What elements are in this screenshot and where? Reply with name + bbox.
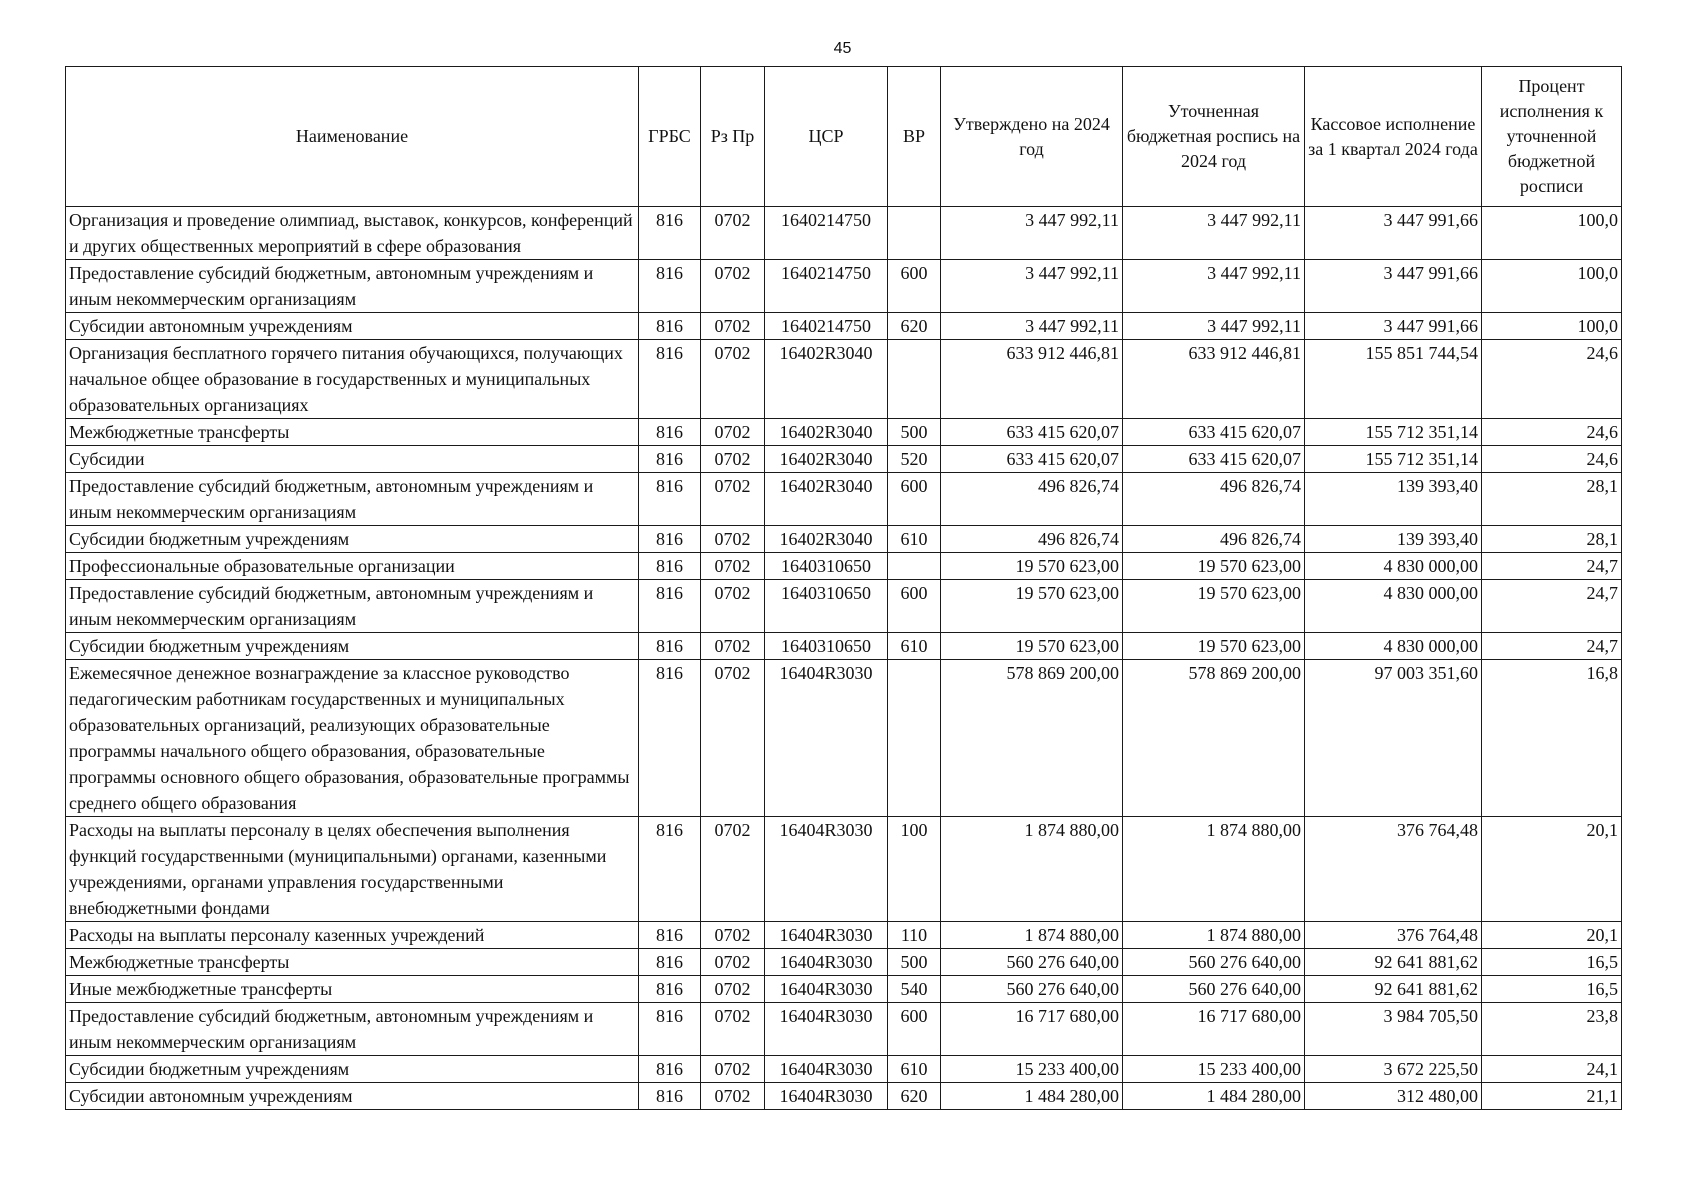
cell-rzpr: 0702 [701,340,765,419]
cell-grbs: 816 [639,1003,701,1056]
table-row [66,633,1622,660]
cell-rzpr: 0702 [701,419,765,446]
cell-approved: 3 447 992,11 [941,260,1123,313]
cell-cash: 139 393,40 [1305,526,1482,553]
cell-grbs: 816 [639,313,701,340]
cell-name: Субсидии бюджетным учреждениям [66,1056,639,1083]
cell-name: Организация и проведение олимпиад, выставок, конкурсов, конференций и других общественных мероприятий в сфере образования [66,207,639,260]
header-percent: Процент исполнения к уточненной бюджетной росписи [1482,67,1622,207]
cell-refined: 633 415 620,07 [1123,446,1305,473]
page-number: 45 [833,40,852,57]
cell-grbs: 816 [639,633,701,660]
cell-vr: 600 [888,1003,941,1056]
header-grbs: ГРБС [639,67,701,207]
table-row [66,1056,1622,1083]
cell-percent: 21,1 [1482,1083,1622,1110]
cell-approved: 633 415 620,07 [941,419,1123,446]
cell-refined: 496 826,74 [1123,526,1305,553]
cell-rzpr: 0702 [701,260,765,313]
cell-rzpr: 0702 [701,473,765,526]
cell-approved: 633 912 446,81 [941,340,1123,419]
cell-percent: 100,0 [1482,313,1622,340]
cell-rzpr: 0702 [701,580,765,633]
cell-approved: 496 826,74 [941,526,1123,553]
cell-cash: 3 984 705,50 [1305,1003,1482,1056]
cell-approved: 19 570 623,00 [941,633,1123,660]
cell-vr: 600 [888,473,941,526]
table-row [66,660,1622,817]
cell-cash: 139 393,40 [1305,473,1482,526]
cell-csr: 16402R3040 [765,446,888,473]
cell-cash: 376 764,48 [1305,922,1482,949]
cell-refined: 19 570 623,00 [1123,553,1305,580]
header-refined: Уточненная бюджетная роспись на 2024 год [1123,67,1305,207]
cell-rzpr: 0702 [701,553,765,580]
cell-percent: 24,7 [1482,553,1622,580]
cell-cash: 155 712 351,14 [1305,419,1482,446]
cell-name: Ежемесячное денежное вознаграждение за классное руководство педагогическим работникам государственных и муниципальных образовательных организаций, реализующих образовательные программы начального общего образования, образовательные программы основного общего образования, образовательные программы среднего общего образования [66,660,639,817]
cell-refined: 3 447 992,11 [1123,260,1305,313]
cell-cash: 3 672 225,50 [1305,1056,1482,1083]
cell-csr: 1640214750 [765,207,888,260]
cell-vr: 100 [888,817,941,922]
cell-approved: 1 874 880,00 [941,817,1123,922]
cell-name: Предоставление субсидий бюджетным, автономным учреждениям и иным некоммерческим организациям [66,473,639,526]
table-row [66,526,1622,553]
cell-vr: 610 [888,526,941,553]
cell-approved: 633 415 620,07 [941,446,1123,473]
header-cash: Кассовое исполнение за 1 квартал 2024 года [1305,67,1482,207]
cell-csr: 1640214750 [765,260,888,313]
cell-grbs: 816 [639,1056,701,1083]
header-csr: ЦСР [765,67,888,207]
cell-name: Предоставление субсидий бюджетным, автономным учреждениям и иным некоммерческим организациям [66,1003,639,1056]
header-name: Наименование [66,67,639,207]
table-row [66,313,1622,340]
header-row [66,67,1622,207]
cell-csr: 16404R3030 [765,817,888,922]
cell-cash: 155 851 744,54 [1305,340,1482,419]
cell-percent: 20,1 [1482,922,1622,949]
cell-refined: 1 874 880,00 [1123,922,1305,949]
cell-cash: 3 447 991,66 [1305,313,1482,340]
cell-name: Субсидии бюджетным учреждениям [66,526,639,553]
cell-refined: 578 869 200,00 [1123,660,1305,817]
cell-percent: 24,7 [1482,580,1622,633]
table-row [66,922,1622,949]
cell-percent: 23,8 [1482,1003,1622,1056]
table-row [66,207,1622,260]
cell-rzpr: 0702 [701,446,765,473]
header-rzpr: Рз Пр [701,67,765,207]
cell-csr: 1640310650 [765,633,888,660]
cell-percent: 100,0 [1482,260,1622,313]
cell-refined: 1 874 880,00 [1123,817,1305,922]
cell-csr: 16404R3030 [765,922,888,949]
cell-grbs: 816 [639,526,701,553]
cell-percent: 28,1 [1482,526,1622,553]
cell-csr: 16404R3030 [765,1003,888,1056]
cell-approved: 496 826,74 [941,473,1123,526]
cell-refined: 496 826,74 [1123,473,1305,526]
cell-approved: 16 717 680,00 [941,1003,1123,1056]
cell-percent: 24,7 [1482,633,1622,660]
cell-vr [888,660,941,817]
cell-vr: 620 [888,313,941,340]
cell-grbs: 816 [639,922,701,949]
cell-grbs: 816 [639,446,701,473]
cell-percent: 24,1 [1482,1056,1622,1083]
cell-refined: 560 276 640,00 [1123,949,1305,976]
table-row [66,446,1622,473]
cell-csr: 1640310650 [765,553,888,580]
cell-rzpr: 0702 [701,660,765,817]
cell-vr: 600 [888,260,941,313]
cell-approved: 1 874 880,00 [941,922,1123,949]
cell-rzpr: 0702 [701,949,765,976]
cell-cash: 4 830 000,00 [1305,580,1482,633]
cell-grbs: 816 [639,949,701,976]
cell-refined: 19 570 623,00 [1123,580,1305,633]
cell-name: Субсидии бюджетным учреждениям [66,633,639,660]
cell-percent: 100,0 [1482,207,1622,260]
cell-name: Расходы на выплаты персоналу в целях обеспечения выполнения функций государственными (муниципальными) органами, казенными учреждениями, органами управления государственными внебюджетными фондами [66,817,639,922]
cell-vr [888,553,941,580]
cell-grbs: 816 [639,553,701,580]
table-row [66,580,1622,633]
cell-csr: 1640310650 [765,580,888,633]
cell-rzpr: 0702 [701,207,765,260]
cell-vr: 110 [888,922,941,949]
cell-refined: 560 276 640,00 [1123,976,1305,1003]
cell-approved: 578 869 200,00 [941,660,1123,817]
cell-refined: 3 447 992,11 [1123,313,1305,340]
cell-refined: 16 717 680,00 [1123,1003,1305,1056]
cell-approved: 19 570 623,00 [941,553,1123,580]
cell-grbs: 816 [639,207,701,260]
cell-rzpr: 0702 [701,526,765,553]
cell-rzpr: 0702 [701,976,765,1003]
cell-cash: 92 641 881,62 [1305,949,1482,976]
cell-percent: 16,8 [1482,660,1622,817]
table-row [66,1003,1622,1056]
cell-vr: 520 [888,446,941,473]
cell-cash: 376 764,48 [1305,817,1482,922]
cell-grbs: 816 [639,817,701,922]
cell-rzpr: 0702 [701,1083,765,1110]
cell-csr: 16402R3040 [765,526,888,553]
cell-name: Субсидии [66,446,639,473]
cell-refined: 633 912 446,81 [1123,340,1305,419]
cell-refined: 15 233 400,00 [1123,1056,1305,1083]
cell-grbs: 816 [639,580,701,633]
cell-cash: 4 830 000,00 [1305,633,1482,660]
cell-csr: 16402R3040 [765,340,888,419]
cell-approved: 15 233 400,00 [941,1056,1123,1083]
cell-cash: 155 712 351,14 [1305,446,1482,473]
cell-percent: 24,6 [1482,446,1622,473]
cell-vr [888,340,941,419]
table-row [66,553,1622,580]
cell-cash: 4 830 000,00 [1305,553,1482,580]
cell-csr: 16404R3030 [765,660,888,817]
cell-approved: 560 276 640,00 [941,949,1123,976]
cell-approved: 3 447 992,11 [941,207,1123,260]
table-row [66,976,1622,1003]
cell-name: Предоставление субсидий бюджетным, автономным учреждениям и иным некоммерческим организациям [66,580,639,633]
cell-refined: 3 447 992,11 [1123,207,1305,260]
cell-grbs: 816 [639,260,701,313]
table-row [66,473,1622,526]
cell-grbs: 816 [639,660,701,817]
cell-refined: 633 415 620,07 [1123,419,1305,446]
cell-rzpr: 0702 [701,633,765,660]
cell-csr: 16404R3030 [765,976,888,1003]
header-vr: ВР [888,67,941,207]
cell-cash: 3 447 991,66 [1305,260,1482,313]
cell-vr: 540 [888,976,941,1003]
cell-percent: 24,6 [1482,340,1622,419]
cell-csr: 16404R3030 [765,1056,888,1083]
cell-approved: 19 570 623,00 [941,580,1123,633]
cell-vr: 610 [888,1056,941,1083]
cell-percent: 16,5 [1482,976,1622,1003]
cell-name: Субсидии автономным учреждениям [66,313,639,340]
header-approved: Утверждено на 2024 год [941,67,1123,207]
cell-vr: 500 [888,949,941,976]
cell-percent: 28,1 [1482,473,1622,526]
cell-csr: 16404R3030 [765,949,888,976]
cell-cash: 97 003 351,60 [1305,660,1482,817]
cell-name: Профессиональные образовательные организации [66,553,639,580]
cell-percent: 24,6 [1482,419,1622,446]
cell-vr: 620 [888,1083,941,1110]
cell-name: Предоставление субсидий бюджетным, автономным учреждениям и иным некоммерческим организациям [66,260,639,313]
table-body [66,207,1622,1110]
cell-cash: 312 480,00 [1305,1083,1482,1110]
cell-refined: 1 484 280,00 [1123,1083,1305,1110]
cell-grbs: 816 [639,340,701,419]
cell-rzpr: 0702 [701,1056,765,1083]
cell-name: Межбюджетные трансферты [66,419,639,446]
cell-refined: 19 570 623,00 [1123,633,1305,660]
cell-approved: 560 276 640,00 [941,976,1123,1003]
cell-csr: 1640214750 [765,313,888,340]
cell-grbs: 816 [639,1083,701,1110]
table-row [66,1083,1622,1110]
cell-csr: 16404R3030 [765,1083,888,1110]
cell-vr: 610 [888,633,941,660]
cell-name: Организация бесплатного горячего питания обучающихся, получающих начальное общее образование в государственных и муниципальных образовательных организациях [66,340,639,419]
table-row [66,340,1622,419]
table-row [66,419,1622,446]
cell-percent: 16,5 [1482,949,1622,976]
table-row [66,817,1622,922]
cell-rzpr: 0702 [701,817,765,922]
cell-name: Расходы на выплаты персоналу казенных учреждений [66,922,639,949]
table-row [66,260,1622,313]
cell-percent: 20,1 [1482,817,1622,922]
cell-cash: 3 447 991,66 [1305,207,1482,260]
cell-grbs: 816 [639,473,701,526]
cell-name: Субсидии автономным учреждениям [66,1083,639,1110]
cell-rzpr: 0702 [701,1003,765,1056]
cell-grbs: 816 [639,976,701,1003]
cell-csr: 16402R3040 [765,473,888,526]
cell-grbs: 816 [639,419,701,446]
cell-rzpr: 0702 [701,313,765,340]
cell-name: Иные межбюджетные трансферты [66,976,639,1003]
cell-vr [888,207,941,260]
cell-csr: 16402R3040 [765,419,888,446]
cell-vr: 600 [888,580,941,633]
cell-cash: 92 641 881,62 [1305,976,1482,1003]
cell-approved: 1 484 280,00 [941,1083,1123,1110]
table-row [66,949,1622,976]
cell-approved: 3 447 992,11 [941,313,1123,340]
cell-vr: 500 [888,419,941,446]
cell-rzpr: 0702 [701,922,765,949]
cell-name: Межбюджетные трансферты [66,949,639,976]
budget-execution-table [65,66,1622,1110]
